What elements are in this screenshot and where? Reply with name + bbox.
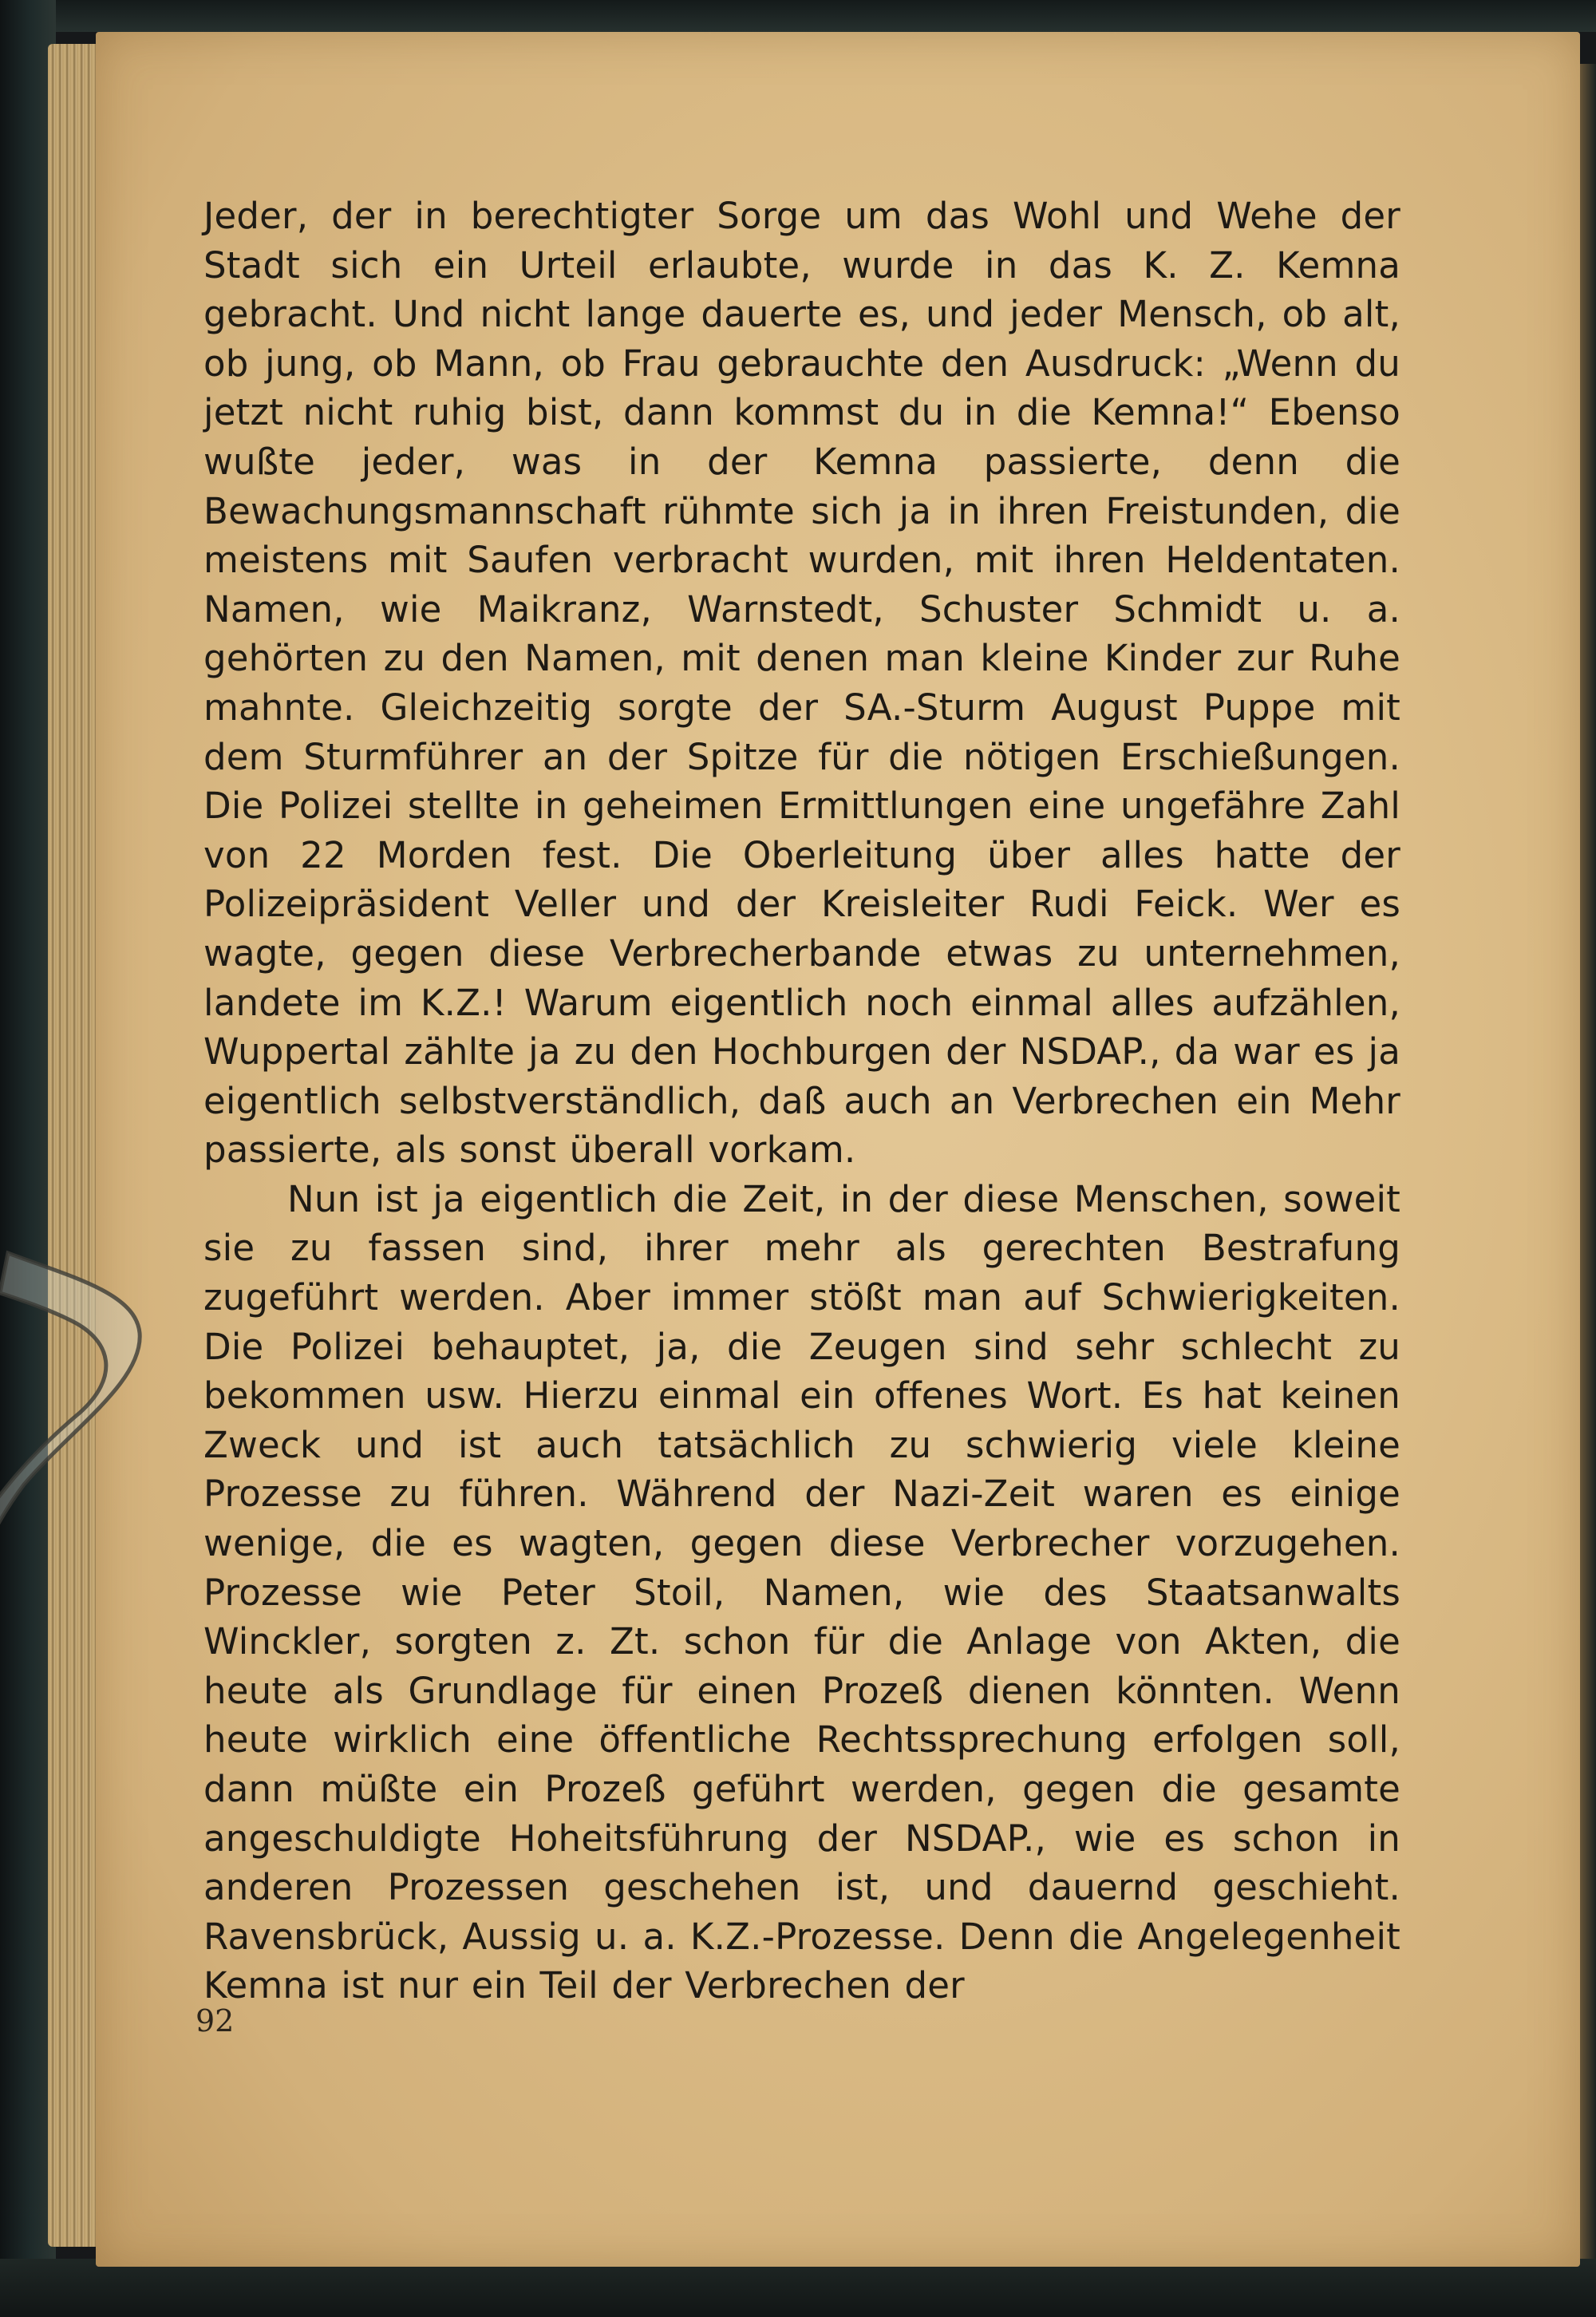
paragraph: Nun ist ja eigentlich die Zeit, in der diese Menschen, soweit sie zu fassen sind, ihrer mehr als gerechten Bestrafung zugeführt werden. Aber immer stößt man auf Schwierigkeiten. Die Polizei behauptet, ja, die Zeugen sind sehr schlecht zu bekommen usw. Hierzu einmal ein offenes Wort. Es hat keinen Zweck und ist auch tatsächlich zu schwierig viele kleine Prozesse zu führen. Während der Nazi-Zeit waren es einige wenige, die es wagten, gegen diese Verbrecher vorzugehen. Prozesse wie Peter Stoil, Namen, wie des Staatsanwalts Winckler, sorgten z. Zt. schon für die Anlage von Akten, die heute als Grundlage für einen Prozeß dienen könnten. Wenn heute wirklich eine öffentliche Rechtssprechung erfolgen soll, dann müßte ein Prozeß geführt werden, gegen die gesamte angeschuldigte Hoheitsführung der NSDAP., wie es schon in anderen Prozessen geschehen ist, und dauernd geschieht. Ravensbrück, Aussig u. a. K.Z.-Prozesse. Denn die Angelegenheit Kemna ist nur ein Teil der Verbrechen der: [203, 1177, 1400, 2007]
paragraph: Jeder, der in berechtigter Sorge um das Wohl und Wehe der Stadt sich ein Urteil erlaubte, wurde in das K. Z. Kemna gebracht. Und nicht lange dauerte es, und jeder Mensch, ob alt, ob jung, ob Mann, ob Frau gebrauchte den Ausdruck: „Wenn du jetzt nicht ruhig bist, dann kommst du in die Kemna!“ Ebenso wußte jeder, was in der Kemna passierte, denn die Bewachungsmannschaft rühmte sich ja in ihren Freistunden, die meistens mit Saufen verbracht wurden, mit ihren Heldentaten. Namen, wie Maikranz, Warnstedt, Schuster Schmidt u. a. gehörten zu den Namen, mit denen man kleine Kinder zur Ruhe mahnte. Gleichzeitig sorgte der SA.-Sturm August Puppe mit dem Sturmführer an der Spitze für die nötigen Erschießungen. Die Polizei stellte in geheimen Ermittlungen eine ungefähre Zahl von 22 Morden fest. Die Oberleitung über alles hatte der Polizeipräsident Veller und der Kreisleiter Rudi Feick. Wer es wagte, gegen diese Verbrecherbande etwas zu unternehmen, landete im K.Z.! Warum eigentlich noch einmal alles aufzählen, Wuppertal zählte ja zu den Hochburgen der NSDAP., da war es ja eigentlich selbstverständlich, daß auch an Verbrechen ein Mehr passierte, als sonst überall vorkam.: [203, 195, 1400, 1172]
book-cover-top: [0, 0, 1596, 32]
body-text: [203, 192, 1400, 2011]
book-cover-bottom: [0, 2259, 1596, 2317]
page-number: 92: [196, 2003, 235, 2038]
